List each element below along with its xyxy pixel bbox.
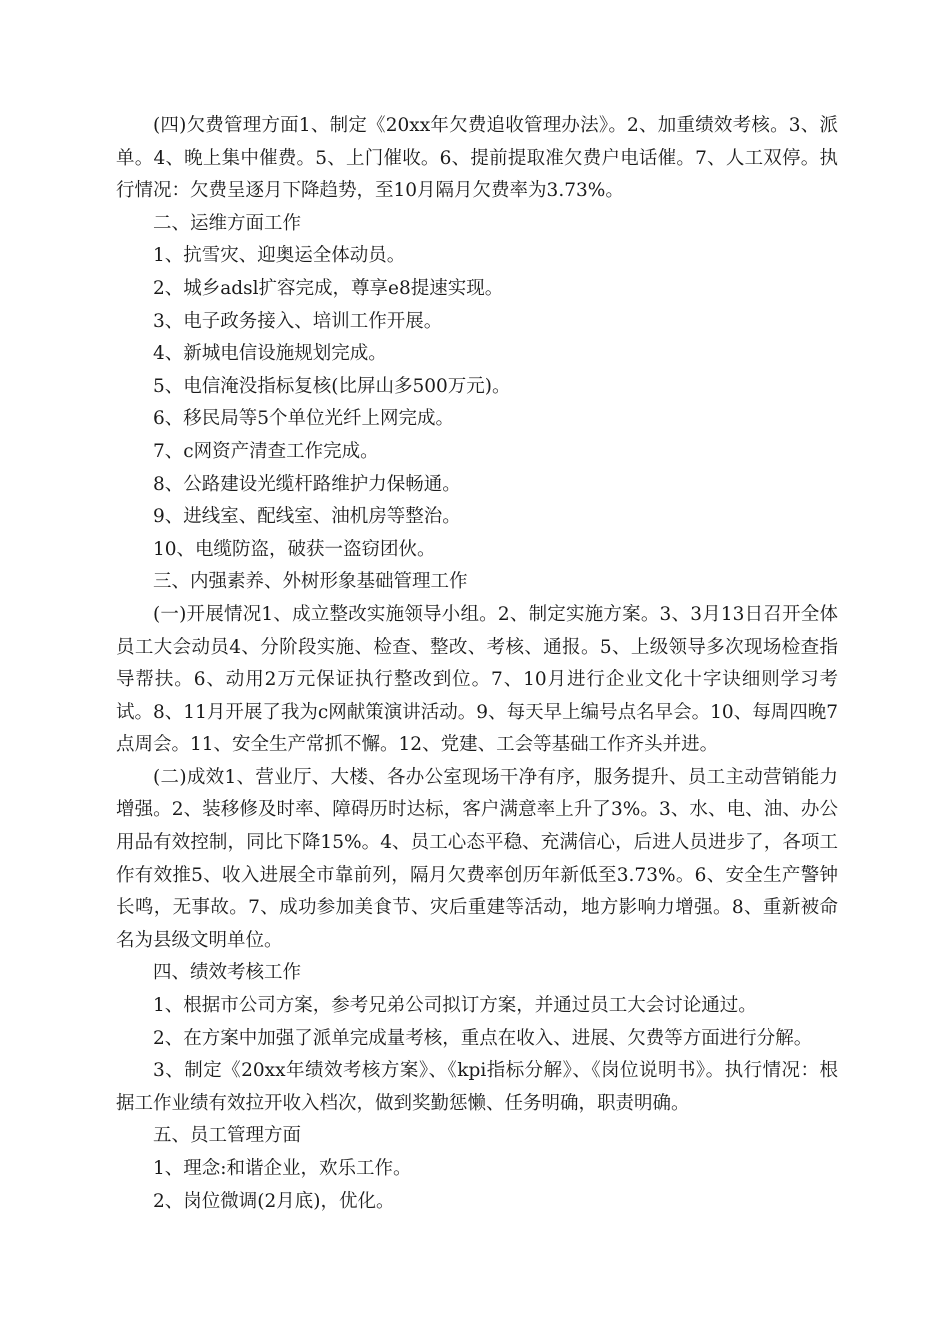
list-item: 9、进线室、配线室、油机房等整治。: [153, 506, 461, 528]
list-item: 6、移民局等5个单位光纤上网完成。: [153, 408, 455, 430]
list-item: 2、岗位微调(2月底)，优化。: [153, 1190, 395, 1212]
list-item: 1、理念:和谐企业，欢乐工作。: [153, 1158, 412, 1179]
heading-performance-assessment: 四、绩效考核工作: [153, 962, 302, 984]
heading-operations-work: 二、运维方面工作: [153, 212, 302, 234]
list-item: 10、电缆防盗，破获一盗窃团伙。: [153, 538, 436, 560]
paragraph-arrears-management: (四)欠费管理方面1、制定《20xx年欠费追收管理办法》。2、加重绩效考核。3、派单。4、晚上集中催费。5、上门催收。6、提前提取准欠费户电话催。7、人工双停。执行情况：欠费呈逐月下降趋势，至10月隔月欠费率为3.73%。: [116, 115, 838, 202]
list-item: 1、根据市公司方案，参考兄弟公司拟订方案，并通过员工大会讨论通过。: [153, 995, 757, 1017]
heading-basic-management: 三、内强素养、外树形象基础管理工作: [153, 571, 468, 593]
list-item: 4、新城电信设施规划完成。: [153, 343, 387, 365]
paragraph-implementation-status: (一)开展情况1、成立整改实施领导小组。2、制定实施方案。3、3月13日召开全体员工大会动员4、分阶段实施、检查、整改、考核、通报。5、上级领导多次现场检查指导帮扶。6、动用2万元保证执行整改到位。7、10月进行企业文化十字诀细则学习考试。8、11月开展了我为c网献策演讲活动。9、每天早上编号点名早会。10、每周四晚7点周会。11、安全生产常抓不懈。12、党建、工会等基础工作齐头并进。: [116, 603, 838, 756]
list-item: 5、电信淹没指标复核(比屏山多500万元)。: [153, 375, 511, 397]
list-item: 8、公路建设光缆杆路维护力保畅通。: [153, 473, 461, 495]
list-item: 1、抗雪灾、迎奥运全体动员。: [153, 245, 406, 267]
document-page: [116, 110, 838, 1218]
heading-staff-management: 五、员工管理方面: [153, 1125, 302, 1147]
list-item: 3、电子政务接入、培训工作开展。: [153, 310, 443, 332]
list-item: 2、在方案中加强了派单完成量考核，重点在收入、进展、欠费等方面进行分解。: [153, 1027, 813, 1049]
list-item: 7、c网资产清查工作完成。: [153, 440, 379, 462]
list-item: 2、城乡adsl扩容完成，尊享e8提速实现。: [153, 277, 504, 299]
list-item: 3、制定《20xx年绩效考核方案》、《kpi指标分解》、《岗位说明书》。执行情况：根据工作业绩有效拉开收入档次，做到奖勤惩懒、任务明确，职责明确。: [116, 1060, 838, 1114]
paragraph-results: (二)成效1、营业厅、大楼、各办公室现场干净有序，服务提升、员工主动营销能力增强。2、装移修及时率、障碍历时达标，客户满意率上升了3%。3、水、电、油、办公用品有效控制，同比下降15%。4、员工心态平稳、充满信心，后进人员进步了，各项工作有效推5、收入进展全市靠前列，隔月欠费率创历年新低至3.73%。6、安全生产警钟长鸣，无事故。7、成功参加美食节、灾后重建等活动，地方影响力增强。8、重新被命名为县级文明单位。: [116, 766, 838, 951]
